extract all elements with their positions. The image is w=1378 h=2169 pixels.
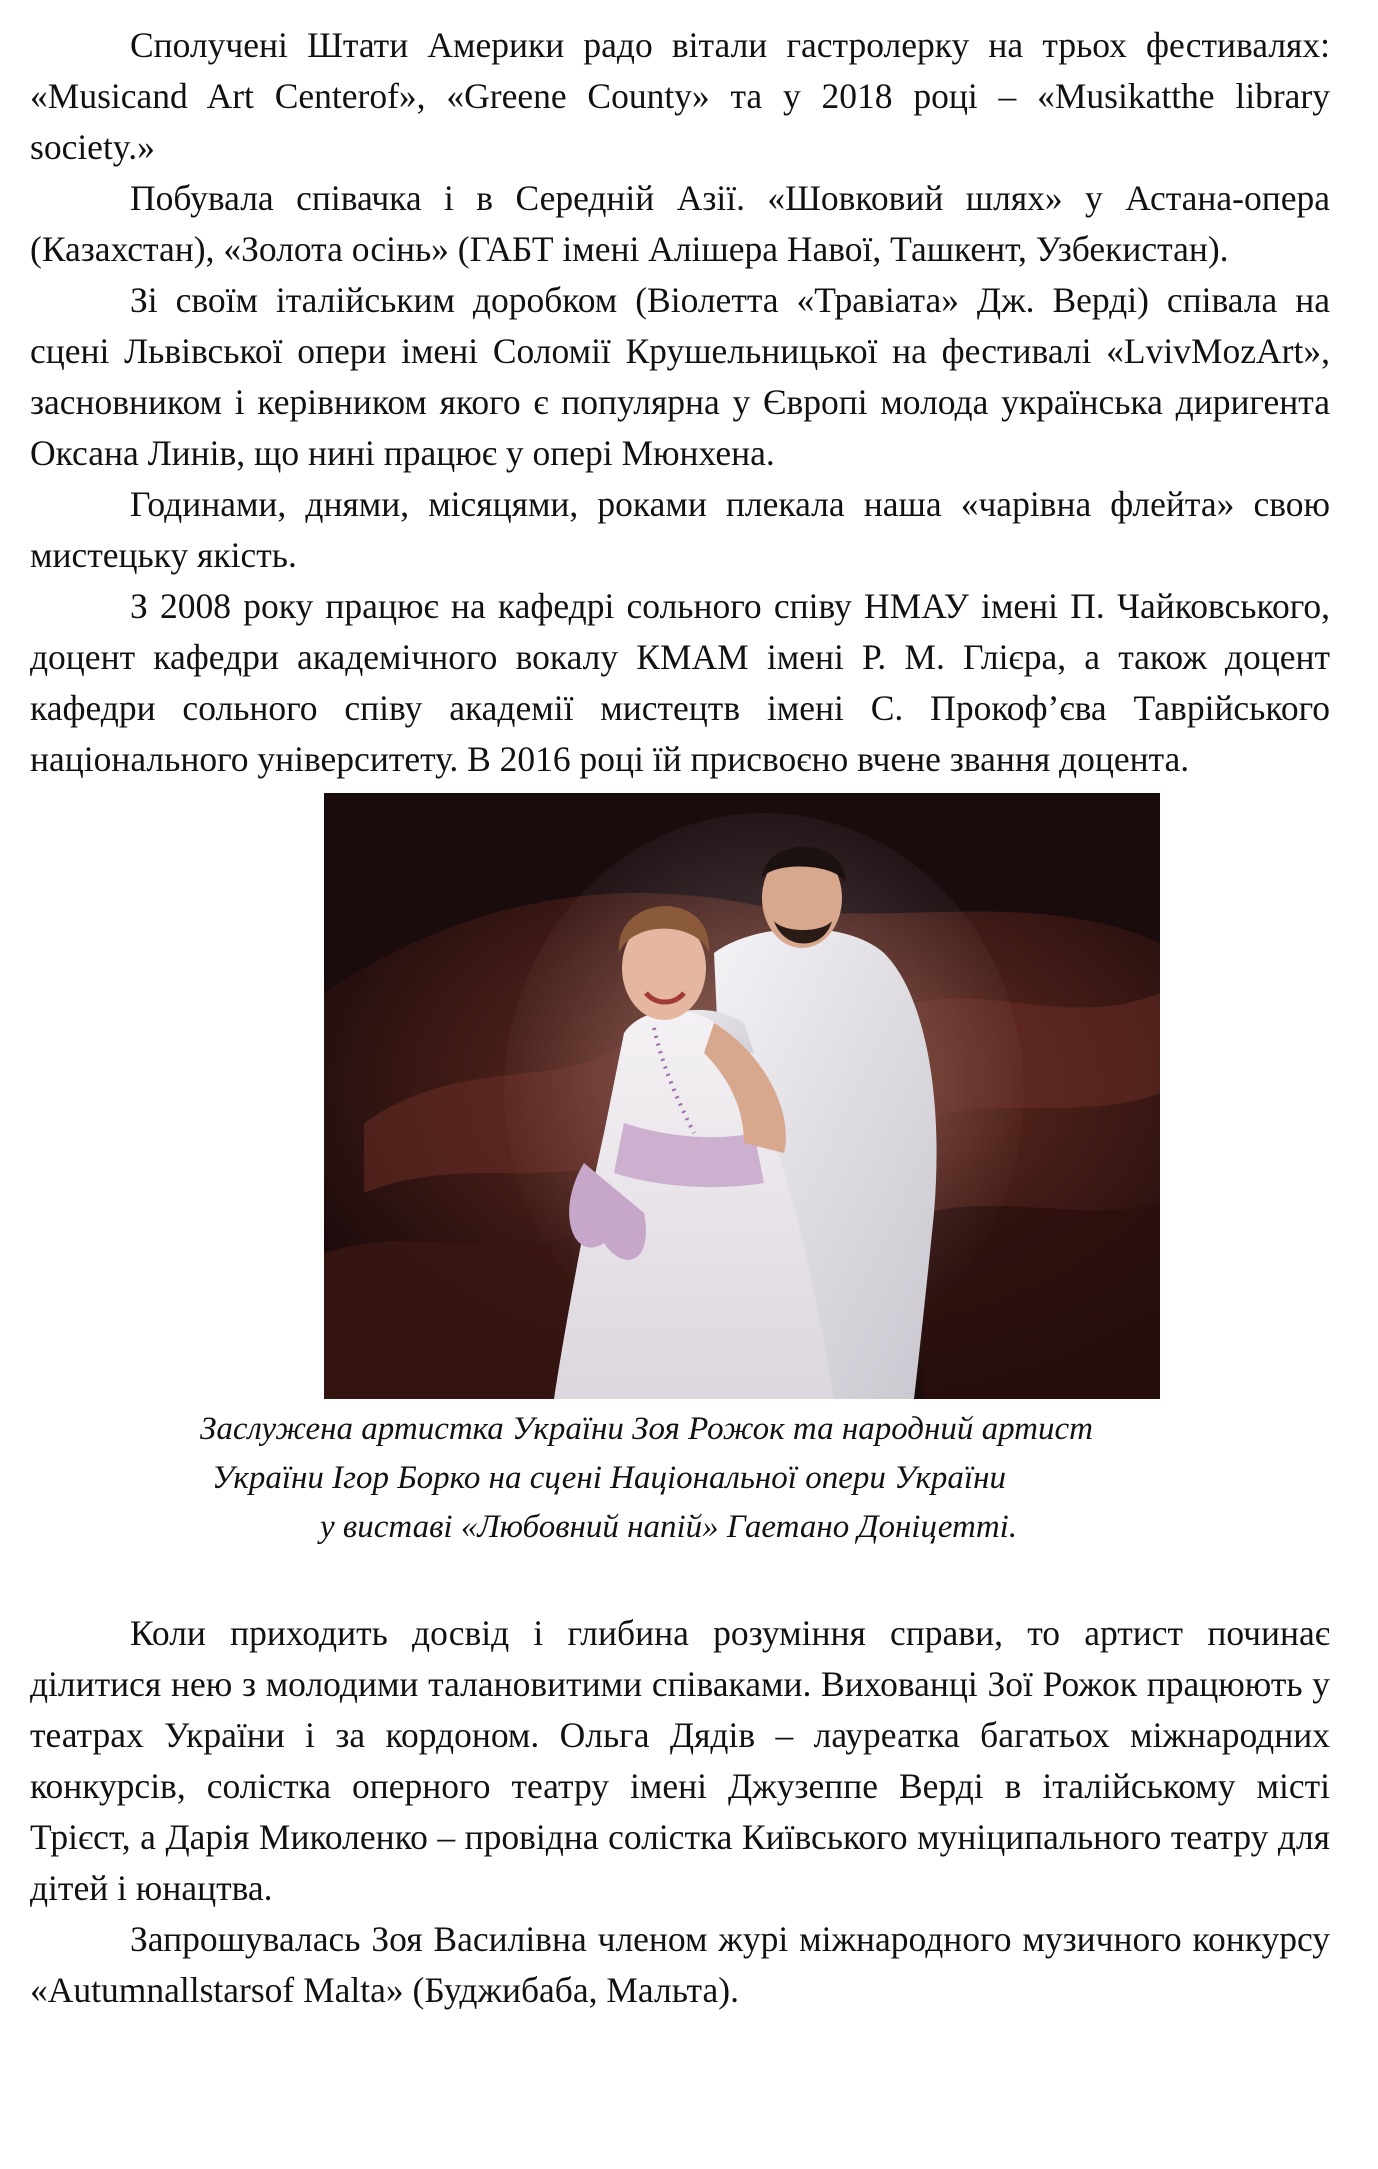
paragraph-teaching-career: З 2008 року працює на кафедрі сольного співу НМАУ імені П. Чайковського, доцент кафедри академічного вокалу КМАМ імені Р. М. Глієра, а також доцент кафедри сольного співу академії мистецтв імені С. Прокоф’єва Таврійського національного університету. В 2016 році їй присвоєно вчене звання доцента. — [30, 586, 1330, 779]
paragraph-jury-malta: Запрошувалась Зоя Василівна членом журі міжнародного музичного конкурсу «Autumnallstarsof Malta» (Буджибаба, Мальта). — [30, 1919, 1330, 2010]
photo-caption — [30, 1405, 1330, 1552]
paragraph-students: Коли приходить досвід і глибина розуміння справи, то артист починає ділитися нею з молодими талановитими співаками. Вихованці Зої Рожок працюють у театрах України і за кордоном. Ольга Дядів – лауреатка багатьох міжнародних конкурсів, солістка оперного театру імені Джузеппе Верді в італійському місті Трієст, а Дарія Миколенко – провідна солістка Київського муніципального театру для дітей і юнацтва. — [30, 1613, 1330, 1908]
document-page — [30, 20, 1330, 2016]
caption-line: у виставі «Любовний напій» Гаетано Доніцетті. — [320, 1509, 1018, 1545]
paragraph-magic-flute: Годинами, днями, місяцями, роками плекала наша «чарівна флейта» свою мистецьку якість. — [30, 484, 1330, 575]
section-gap — [30, 1552, 1330, 1608]
caption-line: Заслужена артистка України Зоя Рожок та народний артист — [200, 1411, 1093, 1447]
caption-line: України Ігор Борко на сцені Національної опери України — [212, 1460, 1006, 1496]
paragraph-usa-festivals: Сполучені Штати Америки радо вітали гастролерку на трьох фестивалях: «Musicand Art Centerof», «Greene County» та у 2018 році – «Musikatthe library society.» — [30, 25, 1330, 167]
stage-photo — [324, 793, 1160, 1399]
paragraph-central-asia: Побувала співачка і в Середній Азії. «Шовковий шлях» у Астана-опера (Казахстан), «Золота осінь» (ГАБТ імені Алішера Навої, Ташкент, Узбекистан). — [30, 178, 1330, 269]
paragraph-lviv-opera: Зі своїм італійським доробком (Віолетта «Травіата» Дж. Верді) співала на сцені Львівської опери імені Соломії Крушельницької на фестивалі «LvivMozArt», засновником і керівником якого є популярна у Європі молода українська диригента Оксана Линів, що нині працює у опері Мюнхена. — [30, 280, 1330, 473]
